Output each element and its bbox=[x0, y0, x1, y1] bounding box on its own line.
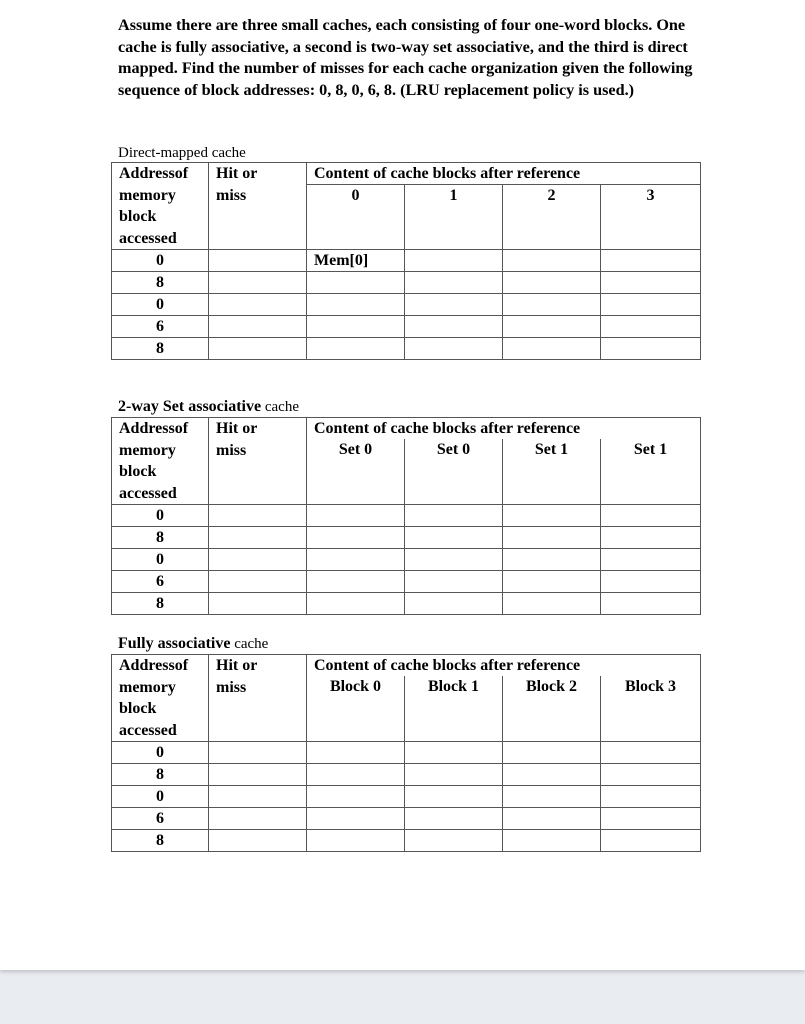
content-cell[interactable] bbox=[405, 808, 503, 830]
hit-miss-header-line: miss bbox=[216, 441, 247, 459]
content-cell[interactable] bbox=[307, 294, 405, 316]
address-cell: 0 bbox=[112, 742, 209, 764]
set-assoc-caption bbox=[118, 398, 299, 416]
column-header: Block 2 bbox=[503, 676, 601, 741]
address-header-line: block bbox=[119, 463, 157, 480]
address-header bbox=[112, 163, 209, 250]
table-row bbox=[112, 505, 701, 527]
content-cell[interactable] bbox=[503, 593, 601, 615]
address-cell: 8 bbox=[112, 830, 209, 852]
content-cell[interactable] bbox=[307, 593, 405, 615]
address-cell: 8 bbox=[112, 527, 209, 549]
content-cell[interactable] bbox=[307, 527, 405, 549]
content-cell[interactable] bbox=[503, 786, 601, 808]
content-header: Content of cache blocks after reference bbox=[307, 655, 701, 677]
address-cell: 0 bbox=[112, 786, 209, 808]
column-header: 2 bbox=[503, 185, 601, 250]
content-cell[interactable] bbox=[405, 549, 503, 571]
content-cell[interactable] bbox=[307, 316, 405, 338]
column-header: Block 1 bbox=[405, 676, 503, 741]
content-cell[interactable] bbox=[601, 272, 701, 294]
column-header: Set 1 bbox=[503, 439, 601, 504]
content-cell[interactable] bbox=[405, 571, 503, 593]
address-cell: 0 bbox=[112, 294, 209, 316]
hit-miss-cell[interactable] bbox=[209, 272, 307, 294]
problem-statement bbox=[118, 15, 708, 101]
hit-miss-cell[interactable] bbox=[209, 505, 307, 527]
table-row bbox=[112, 549, 701, 571]
address-cell: 0 bbox=[112, 250, 209, 272]
content-cell[interactable] bbox=[405, 786, 503, 808]
column-header: Set 1 bbox=[601, 439, 701, 504]
table-row bbox=[112, 742, 701, 764]
problem-text: Assume there are three small caches, each consisting of four one-word blocks. One cache is fully associative, a second is two-way set associative, and the third is direct mapped. Find the number of misses for each cache organization given the following sequence of block addresses: 0, 8, 0, 6, 8. (LRU replacement policy is used.) bbox=[118, 16, 693, 99]
fully-assoc-caption bbox=[118, 635, 268, 653]
content-cell[interactable] bbox=[307, 808, 405, 830]
content-cell[interactable] bbox=[405, 316, 503, 338]
content-cell[interactable] bbox=[601, 742, 701, 764]
content-cell[interactable] bbox=[405, 742, 503, 764]
hit-miss-cell[interactable] bbox=[209, 786, 307, 808]
table-row bbox=[112, 764, 701, 786]
address-cell: 8 bbox=[112, 593, 209, 615]
content-cell[interactable] bbox=[503, 527, 601, 549]
content-cell[interactable] bbox=[405, 294, 503, 316]
table-row bbox=[112, 593, 701, 615]
content-cell[interactable] bbox=[601, 338, 701, 360]
content-cell[interactable] bbox=[503, 338, 601, 360]
content-cell[interactable] bbox=[307, 786, 405, 808]
content-cell[interactable] bbox=[601, 786, 701, 808]
content-cell[interactable] bbox=[503, 505, 601, 527]
content-cell[interactable] bbox=[601, 571, 701, 593]
content-cell[interactable] bbox=[601, 808, 701, 830]
address-cell: 8 bbox=[112, 272, 209, 294]
hit-miss-cell[interactable] bbox=[209, 338, 307, 360]
content-cell[interactable] bbox=[307, 830, 405, 852]
hit-miss-header-line: miss bbox=[216, 678, 247, 696]
address-header-line: memory bbox=[119, 186, 176, 204]
content-cell[interactable] bbox=[601, 593, 701, 615]
table-row bbox=[112, 272, 701, 294]
content-cell[interactable] bbox=[405, 764, 503, 786]
content-cell[interactable] bbox=[503, 294, 601, 316]
content-cell[interactable] bbox=[405, 527, 503, 549]
content-cell[interactable] bbox=[307, 764, 405, 786]
hit-miss-header-line: Hit or bbox=[216, 165, 258, 182]
set-assoc-caption-rest: cache bbox=[261, 399, 299, 415]
fully-assoc-caption-rest: cache bbox=[230, 636, 269, 652]
hit-miss-cell[interactable] bbox=[209, 830, 307, 852]
column-header: Set 0 bbox=[405, 439, 503, 504]
content-cell[interactable] bbox=[307, 338, 405, 360]
content-cell[interactable] bbox=[601, 294, 701, 316]
hit-miss-header-line: Hit or bbox=[216, 657, 258, 674]
address-header-line: accessed bbox=[119, 721, 177, 739]
hit-miss-cell[interactable] bbox=[209, 549, 307, 571]
hit-miss-cell[interactable] bbox=[209, 294, 307, 316]
content-cell[interactable] bbox=[601, 316, 701, 338]
content-cell[interactable] bbox=[503, 742, 601, 764]
hit-miss-cell[interactable] bbox=[209, 593, 307, 615]
header-row bbox=[112, 655, 701, 677]
content-cell[interactable] bbox=[405, 272, 503, 294]
hit-miss-cell[interactable] bbox=[209, 527, 307, 549]
content-cell[interactable] bbox=[601, 527, 701, 549]
address-header-line: Addressof bbox=[119, 657, 189, 674]
table-row bbox=[112, 808, 701, 830]
header-row bbox=[112, 418, 701, 440]
address-header-line: memory bbox=[119, 678, 176, 696]
address-header-line: Addressof bbox=[119, 420, 189, 437]
address-header-line: block bbox=[119, 208, 157, 225]
address-header-line: block bbox=[119, 700, 157, 717]
table-row bbox=[112, 316, 701, 338]
table-row bbox=[112, 338, 701, 360]
address-header bbox=[112, 655, 209, 742]
address-header-line: Addressof bbox=[119, 165, 189, 182]
set-assoc-caption-bold: 2-way Set associative bbox=[118, 398, 262, 415]
content-header: Content of cache blocks after reference bbox=[307, 418, 701, 440]
content-cell[interactable] bbox=[601, 830, 701, 852]
column-header: Block 3 bbox=[601, 676, 701, 741]
table-row bbox=[112, 250, 701, 272]
address-cell: 6 bbox=[112, 316, 209, 338]
content-cell[interactable] bbox=[307, 549, 405, 571]
hit-miss-header bbox=[209, 418, 307, 505]
address-header bbox=[112, 418, 209, 505]
content-cell[interactable] bbox=[405, 338, 503, 360]
content-header: Content of cache blocks after reference bbox=[307, 163, 701, 185]
table-row bbox=[112, 786, 701, 808]
content-cell[interactable] bbox=[601, 549, 701, 571]
hit-miss-header bbox=[209, 163, 307, 250]
content-cell[interactable] bbox=[503, 272, 601, 294]
column-header: Set 0 bbox=[307, 439, 405, 504]
table-row bbox=[112, 294, 701, 316]
table-row bbox=[112, 830, 701, 852]
direct-mapped-caption bbox=[118, 144, 246, 162]
column-header: 3 bbox=[601, 185, 701, 250]
content-cell[interactable] bbox=[503, 250, 601, 272]
content-cell[interactable] bbox=[601, 764, 701, 786]
direct-mapped-table bbox=[111, 162, 701, 360]
content-cell[interactable] bbox=[405, 250, 503, 272]
hit-miss-header bbox=[209, 655, 307, 742]
address-header-line: memory bbox=[119, 441, 176, 459]
content-cell[interactable] bbox=[307, 742, 405, 764]
hit-miss-cell[interactable] bbox=[209, 808, 307, 830]
address-cell: 0 bbox=[112, 505, 209, 527]
content-cell[interactable] bbox=[503, 764, 601, 786]
content-cell[interactable] bbox=[405, 505, 503, 527]
address-cell: 6 bbox=[112, 808, 209, 830]
address-cell: 8 bbox=[112, 338, 209, 360]
address-header-line: accessed bbox=[119, 484, 177, 502]
address-cell: 0 bbox=[112, 549, 209, 571]
column-header: Block 0 bbox=[307, 676, 405, 741]
content-cell[interactable] bbox=[307, 505, 405, 527]
content-cell[interactable] bbox=[405, 593, 503, 615]
hit-miss-cell[interactable] bbox=[209, 316, 307, 338]
address-header-line: accessed bbox=[119, 229, 177, 247]
table-row bbox=[112, 527, 701, 549]
content-cell[interactable] bbox=[503, 571, 601, 593]
content-cell[interactable]: Mem[0] bbox=[307, 250, 405, 272]
column-header: 1 bbox=[405, 185, 503, 250]
hit-miss-header-line: miss bbox=[216, 186, 247, 204]
table-row bbox=[112, 571, 701, 593]
content-cell[interactable] bbox=[601, 505, 701, 527]
content-cell[interactable] bbox=[503, 549, 601, 571]
hit-miss-cell[interactable] bbox=[209, 764, 307, 786]
content-cell[interactable] bbox=[503, 808, 601, 830]
fully-assoc-caption-bold: Fully associative bbox=[118, 635, 231, 652]
direct-mapped-caption-text: Direct-mapped cache bbox=[118, 145, 246, 161]
address-cell: 6 bbox=[112, 571, 209, 593]
fully-assoc-table bbox=[111, 654, 701, 852]
content-cell[interactable] bbox=[307, 272, 405, 294]
hit-miss-header-line: Hit or bbox=[216, 420, 258, 437]
header-row bbox=[112, 163, 701, 185]
hit-miss-cell[interactable] bbox=[209, 742, 307, 764]
hit-miss-cell[interactable] bbox=[209, 250, 307, 272]
content-cell[interactable] bbox=[503, 316, 601, 338]
column-header: 0 bbox=[307, 185, 405, 250]
content-cell[interactable] bbox=[601, 250, 701, 272]
set-assoc-table bbox=[111, 417, 701, 615]
content-cell[interactable] bbox=[503, 830, 601, 852]
content-cell[interactable] bbox=[405, 830, 503, 852]
hit-miss-cell[interactable] bbox=[209, 571, 307, 593]
address-cell: 8 bbox=[112, 764, 209, 786]
content-cell[interactable] bbox=[307, 571, 405, 593]
